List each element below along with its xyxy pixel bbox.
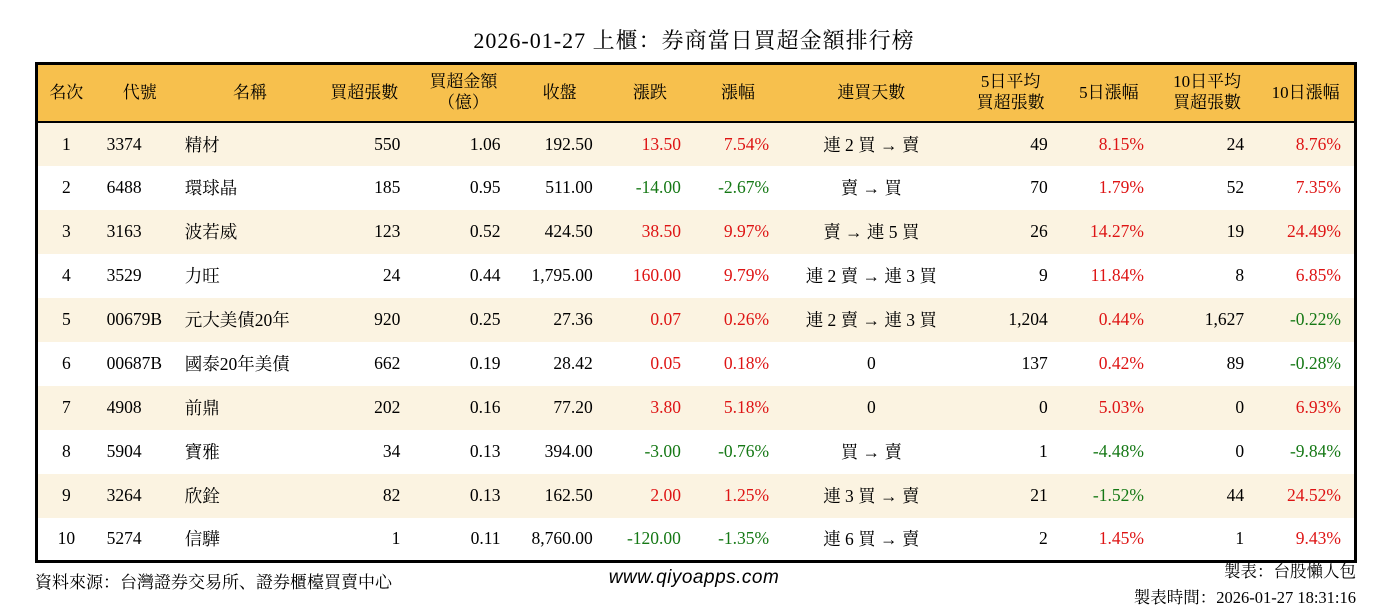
cell-amount: 0.44: [469, 265, 501, 285]
cell-change: 0.05: [650, 353, 681, 373]
cell-avg5: 2: [1038, 528, 1048, 549]
col-header-avg5-line2: 買超張數: [976, 92, 1045, 112]
cell-change: 38.50: [606, 210, 694, 254]
cell-rank: 4: [61, 265, 71, 285]
made-time-label: 製表時間：2026-01-27 18:31:16: [1133, 587, 1356, 607]
cell-rank: 3: [37, 210, 95, 254]
table-body: [37, 122, 1356, 562]
cell-pct: -0.76%: [718, 441, 770, 461]
page-title: 2026-01-27 上櫃：券商當日買超金額排行榜: [473, 28, 915, 53]
cell-pct10: -9.84%: [1289, 441, 1341, 461]
cell-close: 192.50: [514, 122, 606, 166]
credit-block: [1134, 559, 1356, 610]
cell-name: 欣銓: [173, 474, 315, 518]
cell-avg5: 137: [1021, 353, 1048, 373]
cell-code: 00687B: [106, 353, 163, 373]
col-header-avg5-line1: 5日平均: [980, 72, 1041, 92]
cell-pct5: -1.52%: [1061, 474, 1157, 518]
cell-streak: 賣 → 連 5 買: [782, 210, 960, 254]
cell-streak: 賣 → 買: [840, 178, 902, 198]
cell-name: 環球晶: [184, 178, 238, 198]
col-header-change: 漲跌: [606, 64, 694, 122]
cell-streak: 0: [782, 386, 960, 430]
cell-vol: 662: [374, 353, 401, 373]
cell-name: 寶雅: [184, 442, 220, 462]
cell-pct5: -4.48%: [1092, 441, 1144, 461]
table-row: [37, 474, 1356, 518]
col-header-pct: 漲幅: [694, 64, 782, 122]
col-header-close: 收盤: [514, 64, 606, 122]
cell-avg5: 70: [1030, 177, 1048, 197]
cell-pct5: 5.03%: [1061, 386, 1157, 430]
cell-streak: 連 3 買 → 賣: [782, 474, 960, 518]
cell-avg5: 1: [1038, 441, 1048, 461]
cell-pct5: 8.15%: [1061, 122, 1157, 166]
cell-close: 394.00: [544, 441, 593, 461]
cell-rank: 8: [61, 441, 71, 461]
cell-pct10: 8.76%: [1257, 122, 1355, 166]
cell-code: 3264: [95, 474, 173, 518]
cell-avg5: 21: [961, 474, 1061, 518]
cell-code: 6488: [106, 177, 142, 197]
cell-vol: 185: [374, 177, 401, 197]
cell-pct10: 24.52%: [1257, 474, 1355, 518]
cell-amount: 0.16: [413, 386, 513, 430]
cell-avg10: 89: [1226, 353, 1245, 373]
table-row: [37, 342, 1356, 386]
col-header-avg5: [961, 64, 1061, 122]
col-header-code: 代號: [95, 64, 173, 122]
cell-change: -14.00: [635, 177, 681, 197]
cell-amount: 1.06: [413, 122, 513, 166]
cell-pct5: 1.45%: [1098, 528, 1144, 549]
cell-pct: 9.97%: [694, 210, 782, 254]
cell-streak: 0: [866, 353, 876, 373]
cell-avg5: 26: [961, 210, 1061, 254]
cell-avg5: 1,204: [961, 298, 1061, 342]
cell-vol: 24: [382, 265, 401, 285]
table-row: [37, 166, 1356, 210]
col-header-rank: 名次: [37, 64, 95, 122]
col-header-amount-line1: 買超金額: [429, 72, 498, 92]
cell-name: 力旺: [184, 266, 220, 286]
cell-close: 511.00: [545, 177, 593, 197]
cell-pct: -1.35%: [718, 528, 770, 549]
cell-amount: 0.11: [470, 528, 501, 549]
cell-avg10: 19: [1157, 210, 1257, 254]
cell-avg10: 0: [1157, 386, 1257, 430]
cell-name: 信驊: [184, 529, 220, 550]
ranking-table: [35, 62, 1357, 563]
col-header-amount: [413, 64, 513, 122]
cell-vol: 82: [315, 474, 413, 518]
col-header-pct10: 10日漲幅: [1257, 64, 1355, 122]
cell-pct10: 7.35%: [1295, 177, 1341, 197]
cell-rank: 2: [61, 177, 71, 197]
cell-pct10: 6.85%: [1295, 265, 1341, 285]
cell-code: 3163: [95, 210, 173, 254]
cell-pct: 5.18%: [694, 386, 782, 430]
cell-name: 波若威: [173, 210, 315, 254]
cell-amount: 0.19: [469, 353, 501, 373]
cell-change: -3.00: [644, 441, 681, 461]
cell-pct10: 9.43%: [1295, 528, 1341, 549]
cell-name: 精材: [173, 122, 315, 166]
cell-pct: -2.67%: [718, 177, 770, 197]
cell-name: 前鼎: [173, 386, 315, 430]
cell-avg5: 9: [1038, 265, 1048, 285]
col-header-vol: 買超張數: [315, 64, 413, 122]
cell-avg10: 0: [1235, 441, 1245, 461]
cell-pct5: 14.27%: [1061, 210, 1157, 254]
cell-avg10: 1,627: [1157, 298, 1257, 342]
cell-pct: 0.18%: [723, 353, 770, 373]
table-row: [37, 210, 1356, 254]
data-source-note: 資料來源：台灣證券交易所、證券櫃檯買賣中心: [35, 573, 392, 592]
cell-rank: 9: [37, 474, 95, 518]
table-row: [37, 122, 1356, 166]
cell-name: 元大美債20年: [173, 298, 315, 342]
cell-avg10: 24: [1157, 122, 1257, 166]
cell-avg5: 49: [961, 122, 1061, 166]
cell-pct: 0.26%: [694, 298, 782, 342]
cell-amount: 0.95: [469, 177, 501, 197]
cell-streak: 連 2 買 → 賣: [782, 122, 960, 166]
cell-code: 00679B: [95, 298, 173, 342]
cell-avg10: 8: [1235, 265, 1245, 285]
cell-rank: 6: [61, 353, 71, 373]
cell-close: 1,795.00: [531, 265, 593, 285]
cell-close: 424.50: [514, 210, 606, 254]
cell-pct5: 0.42%: [1098, 353, 1144, 373]
table-row: [37, 430, 1356, 474]
cell-pct10: -0.28%: [1289, 353, 1341, 373]
col-header-name: 名稱: [173, 64, 315, 122]
cell-vol: 1: [391, 528, 401, 549]
cell-pct5: 0.44%: [1061, 298, 1157, 342]
cell-vol: 34: [382, 441, 401, 461]
col-header-avg10-line1: 10日平均: [1173, 72, 1242, 92]
col-header-streak: 連買天數: [782, 64, 960, 122]
cell-avg10: 44: [1157, 474, 1257, 518]
cell-amount: 0.52: [413, 210, 513, 254]
table-row: [37, 298, 1356, 342]
table-row: [37, 518, 1356, 562]
cell-vol: 550: [315, 122, 413, 166]
cell-pct5: 1.79%: [1098, 177, 1144, 197]
cell-avg5: 0: [961, 386, 1061, 430]
cell-amount: 0.25: [413, 298, 513, 342]
cell-pct10: 6.93%: [1257, 386, 1355, 430]
cell-code: 4908: [95, 386, 173, 430]
cell-streak: 連 6 買 → 賣: [823, 529, 920, 550]
cell-streak: 連 2 賣 → 連 3 買: [782, 298, 960, 342]
cell-avg10: 52: [1226, 177, 1245, 197]
cell-change: 160.00: [632, 265, 681, 285]
cell-close: 8,760.00: [531, 528, 593, 549]
cell-code: 5904: [106, 441, 142, 461]
cell-pct: 1.25%: [694, 474, 782, 518]
cell-name: 國泰20年美債: [184, 354, 290, 374]
cell-streak: 買 → 賣: [840, 442, 902, 462]
cell-pct: 9.79%: [723, 265, 770, 285]
cell-vol: 202: [315, 386, 413, 430]
cell-code: 3529: [106, 265, 142, 285]
cell-close: 77.20: [514, 386, 606, 430]
header-row: [37, 64, 1356, 122]
cell-rank: 5: [37, 298, 95, 342]
col-header-pct5: 5日漲幅: [1061, 64, 1157, 122]
cell-close: 27.36: [514, 298, 606, 342]
table-row: [37, 386, 1356, 430]
cell-amount: 0.13: [413, 474, 513, 518]
cell-change: 2.00: [606, 474, 694, 518]
website-label: www.qiyoapps.com: [608, 567, 780, 588]
cell-avg10: 1: [1235, 528, 1245, 549]
cell-change: 0.07: [606, 298, 694, 342]
cell-pct: 7.54%: [694, 122, 782, 166]
cell-change: -120.00: [626, 528, 681, 549]
cell-rank: 7: [37, 386, 95, 430]
cell-vol: 123: [315, 210, 413, 254]
cell-change: 3.80: [606, 386, 694, 430]
cell-pct10: 24.49%: [1257, 210, 1355, 254]
cell-streak: 連 2 賣 → 連 3 買: [805, 266, 937, 286]
cell-pct10: -0.22%: [1257, 298, 1355, 342]
maker-label: 製表：台股懶人包: [1224, 562, 1356, 581]
cell-close: 28.42: [553, 353, 593, 373]
cell-rank: 10: [57, 528, 76, 549]
cell-rank: 1: [37, 122, 95, 166]
cell-pct5: 11.84%: [1090, 265, 1144, 285]
cell-vol: 920: [315, 298, 413, 342]
col-header-avg10: [1157, 64, 1257, 122]
col-header-amount-line2: （億）: [437, 92, 489, 112]
cell-change: 13.50: [606, 122, 694, 166]
cell-code: 5274: [106, 528, 142, 549]
col-header-avg10-line2: 買超張數: [1173, 92, 1242, 112]
cell-close: 162.50: [514, 474, 606, 518]
cell-amount: 0.13: [469, 441, 501, 461]
cell-code: 3374: [95, 122, 173, 166]
table-header: [37, 64, 1356, 122]
table-row: [37, 254, 1356, 298]
